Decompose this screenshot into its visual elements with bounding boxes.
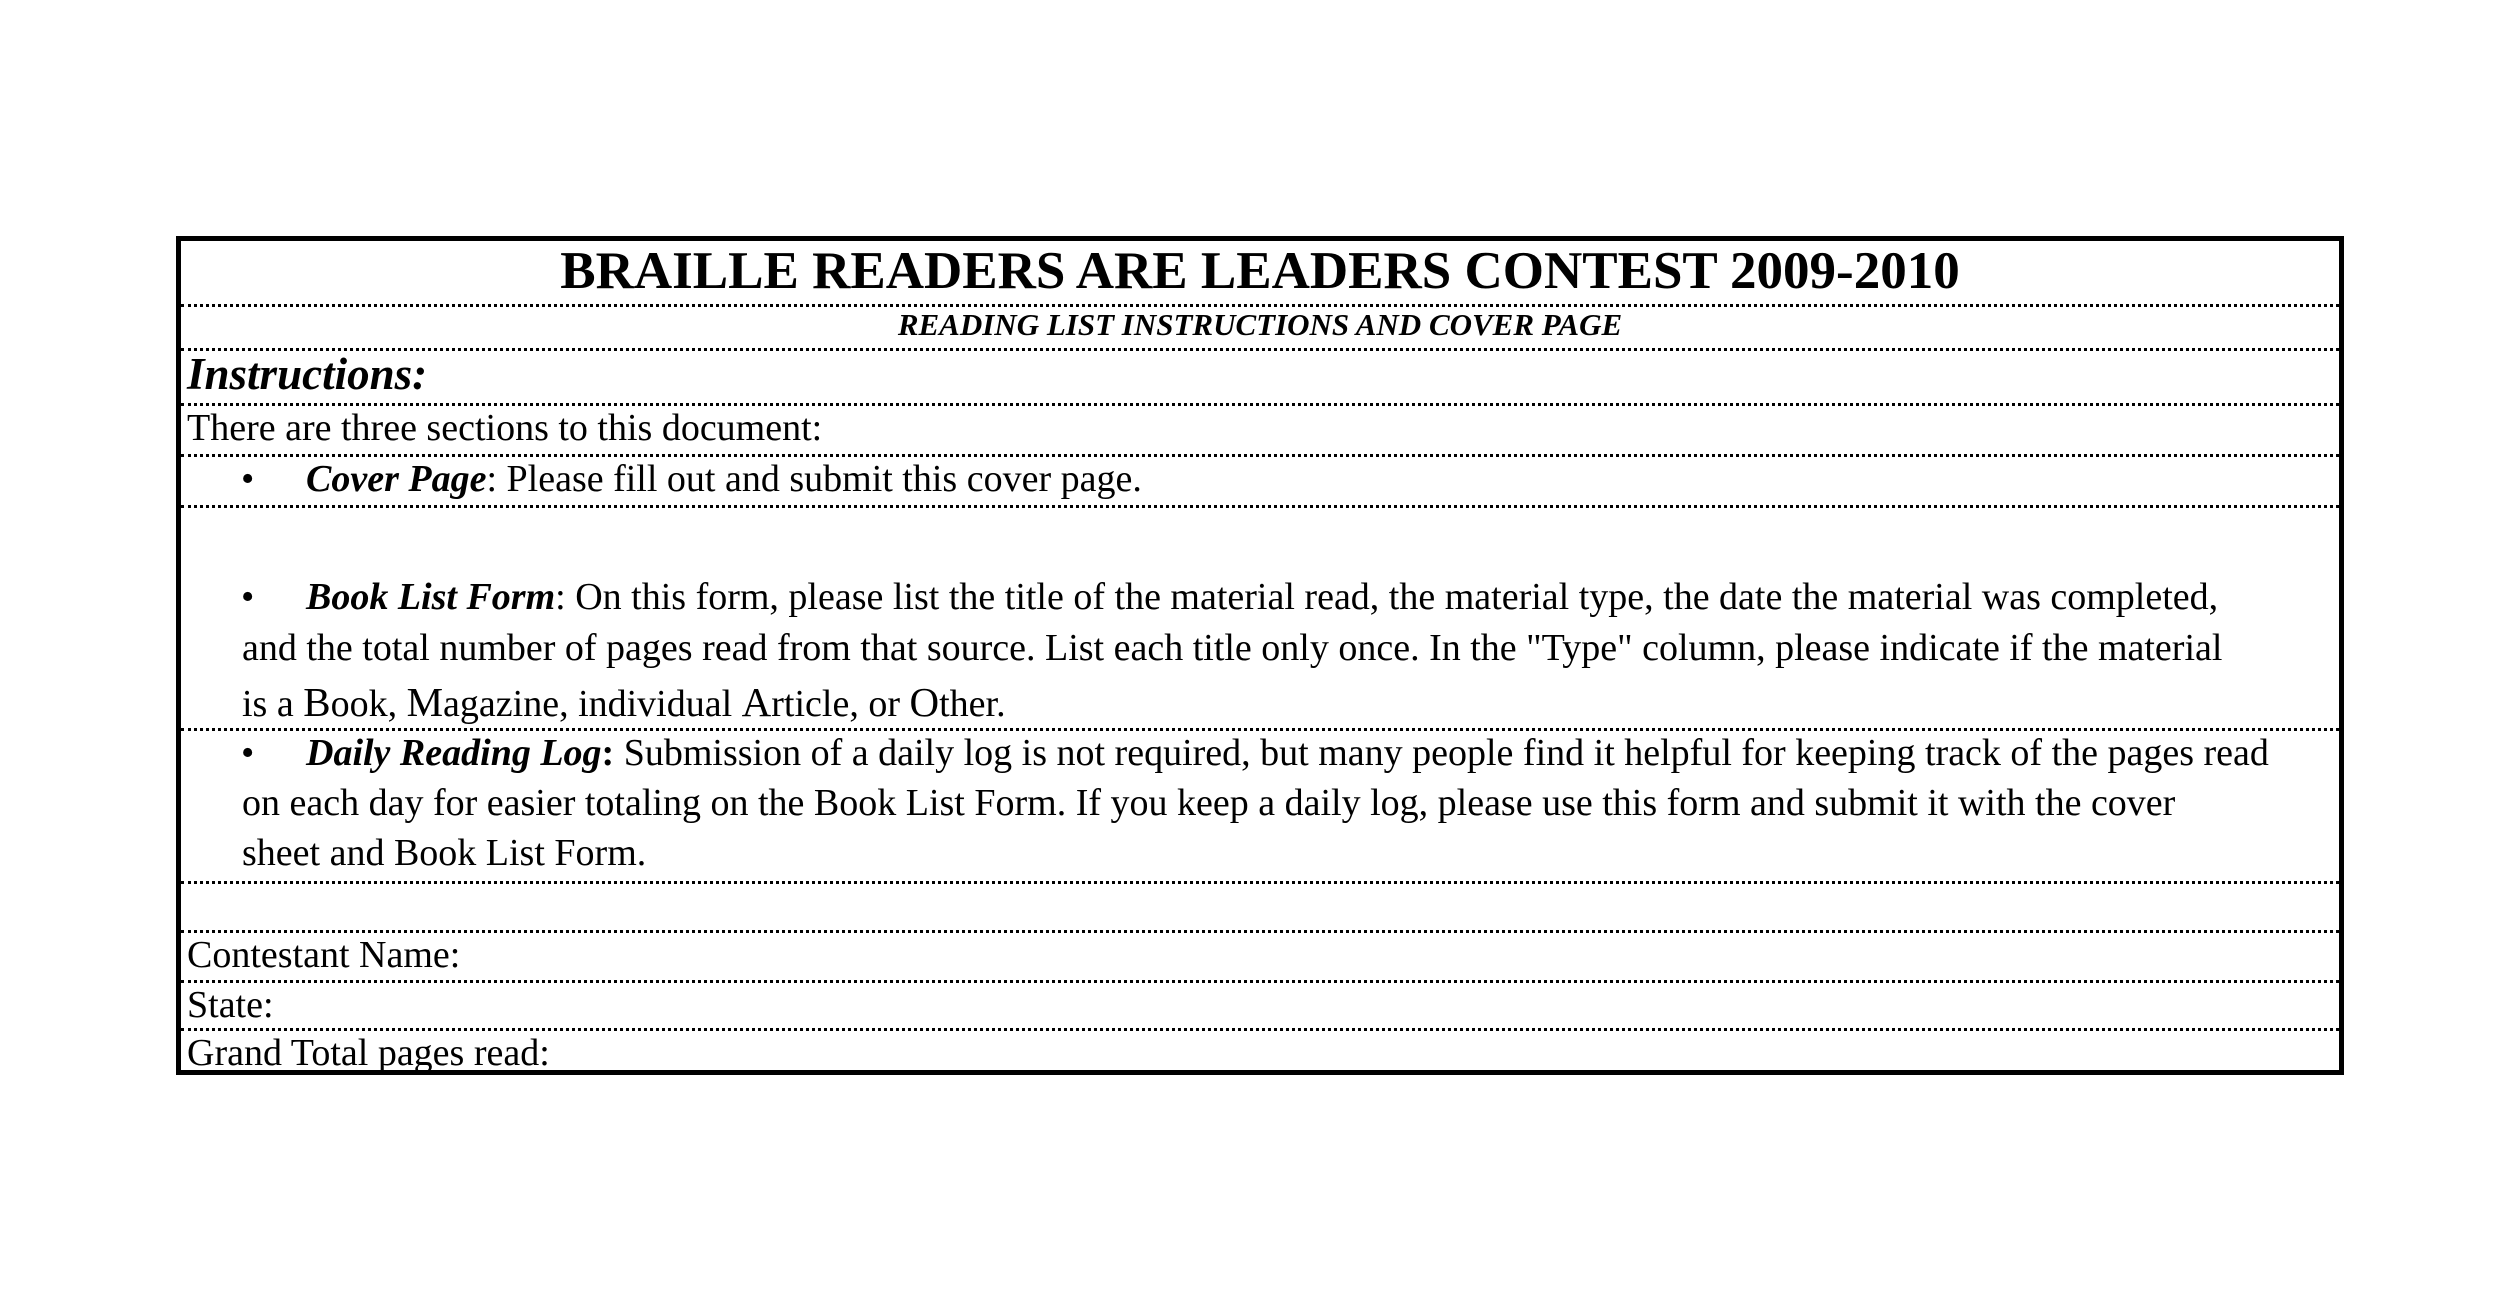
daily-reading-log-line-2: on each day for easier totaling on the Book List Form. If you keep a daily log, please use this form and submit it with the cover [242, 782, 2176, 824]
book-list-form-row [181, 508, 2339, 731]
daily-reading-log-colon: : [601, 732, 615, 774]
bullet-icon: • [241, 732, 255, 774]
book-list-form-line-3 [242, 678, 1006, 726]
cover-page-row [181, 457, 2339, 508]
title-row [181, 241, 2339, 307]
daily-reading-log-line-1 [306, 731, 2269, 775]
book-list-form-line-1 [306, 575, 2218, 619]
state-label: State: [187, 984, 274, 1026]
contestant-name-label: Contestant Name: [187, 934, 461, 976]
type-letter-m: M [406, 679, 444, 725]
contestant-name-row[interactable] [181, 933, 2339, 983]
type-text: is a [242, 683, 304, 725]
instructions-heading-row [181, 351, 2339, 406]
type-letter-b: B [303, 679, 331, 725]
blank-row [181, 884, 2339, 933]
intro-text: There are three sections to this document: [187, 407, 823, 449]
type-text: ther. [939, 683, 1006, 725]
cover-page-label: Cover Page [306, 458, 487, 500]
grand-total-label: Grand Total pages read: [187, 1032, 550, 1074]
document-title: BRAILLE READERS ARE LEADERS CONTEST 2009-2010 [560, 242, 1960, 300]
document-subtitle: READING LIST INSTRUCTIONS AND COVER PAGE [897, 307, 1623, 342]
daily-reading-log-line-3: sheet and Book List Form. [242, 832, 647, 874]
bullet-icon: • [241, 458, 255, 500]
cover-page-form [176, 236, 2344, 1075]
grand-total-row[interactable] [181, 1031, 2339, 1075]
bullet-icon: • [241, 576, 255, 618]
type-text: agazine, individual [443, 683, 742, 725]
book-list-form-line-2: and the total number of pages read from that source. List each title only once. In the "Type" column, please indicate if the material [242, 627, 2223, 669]
subtitle-row [181, 307, 2339, 351]
type-text: ook, [330, 683, 407, 725]
cover-page-text: Please fill out and submit this cover page. [497, 458, 1142, 500]
daily-reading-log-label: Daily Reading Log [306, 732, 602, 774]
intro-row [181, 406, 2339, 457]
book-list-form-colon: : [555, 576, 566, 618]
book-list-form-label: Book List Form [306, 576, 556, 618]
daily-reading-log-text-1: Submission of a daily log is not required, but many people find it helpful for keeping track of the pages read [614, 732, 2269, 774]
cover-page-item [306, 457, 1142, 501]
cover-page-colon: : [486, 458, 498, 500]
daily-reading-log-row [181, 731, 2339, 884]
book-list-form-text-1: On this form, please list the title of the material read, the material type, the date the material was completed, [565, 576, 2219, 618]
instructions-heading: Instructions: [187, 349, 428, 399]
type-letter-o: O [909, 679, 940, 725]
type-letter-a: A [741, 679, 772, 725]
state-row[interactable] [181, 983, 2339, 1031]
type-text: rticle, or [771, 683, 910, 725]
